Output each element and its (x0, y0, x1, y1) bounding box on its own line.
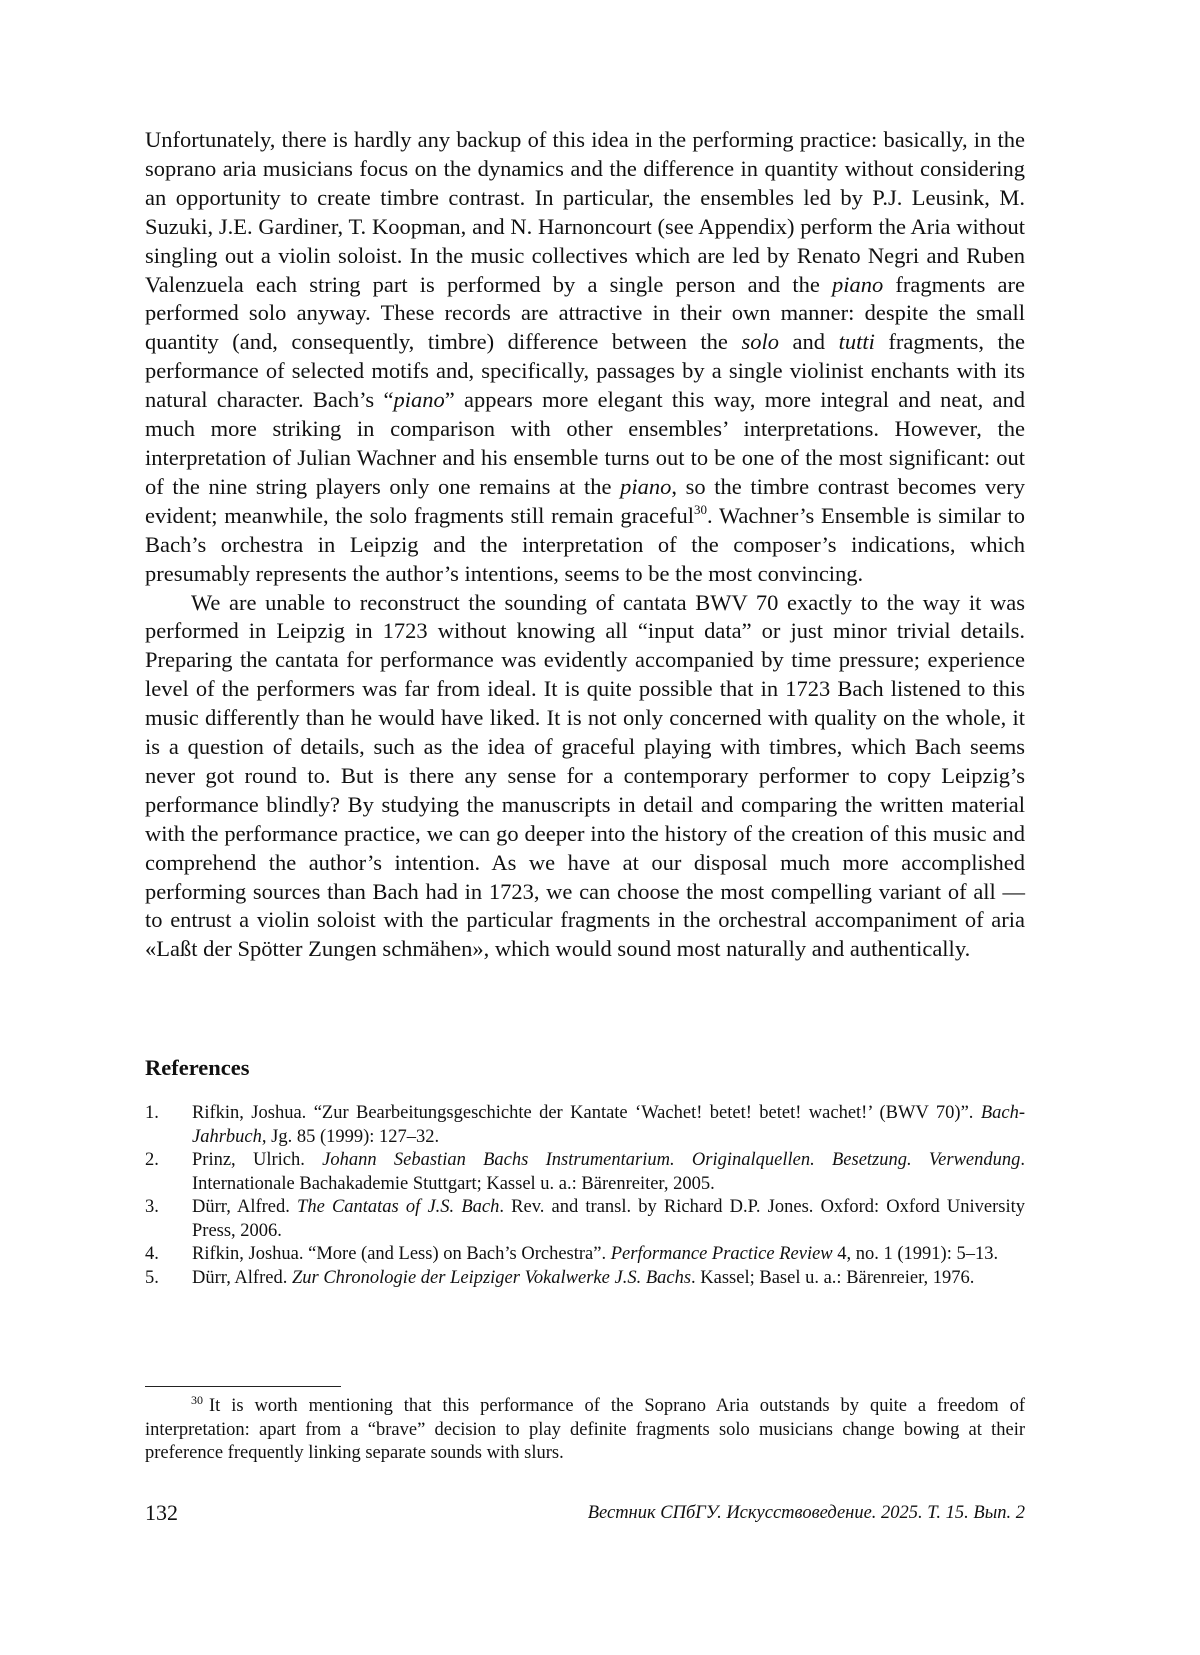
reference-text-run: 4, no. 1 (1991): 5–13. (832, 1244, 999, 1264)
paragraph-italic-run: piano (393, 387, 445, 413)
reference-text (192, 1197, 1025, 1241)
reference-text-run: Rifkin, Joshua. “Zur Bearbeitungsgeschichte der Kantate ‘Wachet! betet! betet! wachet!’ (BWV 70)”. (192, 1103, 981, 1123)
reference-number: 5. (145, 1267, 159, 1288)
reference-text-run: Dürr, Alfred. (192, 1197, 298, 1217)
reference-item (145, 1149, 1025, 1196)
reference-text-run: . Rev. and transl. by Richard D.P. Jones. Oxford: Oxford University Press, 2006. (192, 1197, 1025, 1241)
paragraph-italic-run: piano (620, 473, 672, 499)
reference-number: 1. (145, 1103, 159, 1123)
reference-italic-run: Zur Chronologie der Leipziger Vokalwerke J.S. Bachs (291, 1267, 692, 1288)
reference-text-run: Prinz, Ulrich. (192, 1150, 323, 1170)
footnote-text: It is worth mentioning that this performance of the Soprano Aria outstands by quite a freedom of interpretation: apart from a “brave” decision to play definite fragments solo musicians change bowing at their preference frequently linking separate sounds with slurs. (145, 1396, 1025, 1463)
reference-italic-run: Performance Practice Review (610, 1244, 833, 1264)
footnote-marker: 30 (191, 1393, 203, 1407)
paragraph-text-run: and (778, 329, 839, 355)
reference-text (192, 1150, 1025, 1194)
footnote-divider (145, 1386, 341, 1387)
reference-text-run: Dürr, Alfred. (192, 1267, 292, 1288)
paragraph-text-run: fragments, the performance of selected motifs and, specifically, passages by a single violinist enchants with its natural character. Bach’s “ (145, 329, 1025, 413)
reference-item (145, 1102, 1025, 1149)
reference-number: 4. (145, 1244, 159, 1264)
page-number: 132 (145, 1500, 178, 1525)
paragraph-italic-run: solo (741, 329, 779, 355)
main-body-text (145, 126, 1025, 964)
reference-text-run: . Internationale Bachakademie Stuttgart; Kassel u. a.: Bärenreiter, 2005. (192, 1150, 1025, 1194)
reference-number: 3. (145, 1197, 159, 1217)
reference-text-run: . Kassel; Basel u. a.: Bärenreier, 1976. (691, 1267, 975, 1288)
paragraph-text-run: Unfortunately, there is hardly any backup of this idea in the performing practice: basically, in the soprano aria musicians focus on the dynamics and the difference in quantity without considering an opportunity to create timbre contrast. In particular, the ensembles led by P.J. Leusink, M. Suzuki, J.E. Gardiner, T. Koopman, and N. Harnoncourt (see Appendix) perform the Aria without singling out a violin soloist. In the music collectives which are led by Renato Negri and Ruben Valenzuela each string part is performed by a single person and the (145, 127, 1025, 297)
reference-italic-run: Bach-Jahrbuch (192, 1103, 1025, 1147)
paragraph-text-run: . Wachner’s Ensemble is similar to Bach’s orchestra in Leipzig and the interpretation of the composer’s indications, which presumably represents the author’s intentions, seems to be the most convincing. (145, 502, 1025, 586)
reference-item (145, 1267, 1025, 1291)
reference-italic-run: The Cantatas of J.S. Bach (297, 1197, 500, 1217)
reference-text-run: Rifkin, Joshua. “More (and Less) on Bach’s Orchestra”. (192, 1244, 611, 1264)
paragraph-text-run: , so the timbre contrast becomes very evident; meanwhile, the solo fragments still remain graceful (145, 473, 1025, 528)
reference-text (192, 1244, 998, 1264)
reference-text-run: , Jg. 85 (1999): 127–32. (261, 1126, 440, 1147)
paragraph-italic-run: piano (831, 271, 884, 297)
paragraph-1 (145, 126, 1025, 589)
reference-italic-run: Johann Sebastian Bachs Instrumentarium. Originalquellen. Besetzung. Verwendung (322, 1150, 1021, 1170)
reference-text (192, 1103, 1025, 1147)
paragraph-italic-run: tutti (838, 329, 875, 355)
reference-text (192, 1268, 974, 1288)
reference-number: 2. (145, 1150, 159, 1170)
reference-item (145, 1196, 1025, 1243)
paragraph-text-run: fragments are performed solo anyway. These records are attractive in their own manner: despite the small quantity (and, consequently, timbre) difference between the (145, 271, 1025, 355)
paragraph-text-run: We are unable to reconstruct the sounding of cantata BWV 70 exactly to the way it was performed in Leipzig in 1723 without knowing all “input data” or just minor trivial details. Preparing the cantata for performance was evidently accompanied by time pressure; experience level of the performers was far from ideal. It is quite possible that in 1723 Bach listened to this music differently than he would have liked. It is not only concerned with quality on the whole, it is a question of details, such as the idea of graceful playing with timbres, which Bach seems never got round to. But is there any sense for a contemporary performer to copy Leipzig’s performance blindly? By studying the manuscripts in detail and comparing the written material with the performance practice, we can go deeper into the history of the creation of this music and comprehend the author’s intention. As we have at our disposal much more accomplished performing sources than Bach had in 1723, we can choose the most compelling variant of all — to entrust a violin soloist with the particular fragments in the orchestral accompaniment of aria «Laßt der Spötter Zungen schmähen», which would sound most naturally and authentically. (145, 589, 1025, 962)
paragraph-2 (145, 589, 1025, 965)
footnote (145, 1395, 1025, 1466)
footnote-reference-marker: 30 (694, 501, 708, 517)
references-list (145, 1102, 1025, 1290)
reference-item (145, 1243, 1025, 1267)
running-footer: Вестник СПбГУ. Искусствоведение. 2025. Т. 15. Вып. 2 (587, 1503, 1025, 1523)
references-heading: References (145, 1055, 250, 1080)
paragraph-text-run: ” appears more elegant this way, more integral and neat, and much more striking in comparison with other ensembles’ interpretations. However, the interpretation of Julian Wachner and his ensemble turns out to be one of the most significant: out of the nine string players only one remains at the (145, 387, 1025, 499)
